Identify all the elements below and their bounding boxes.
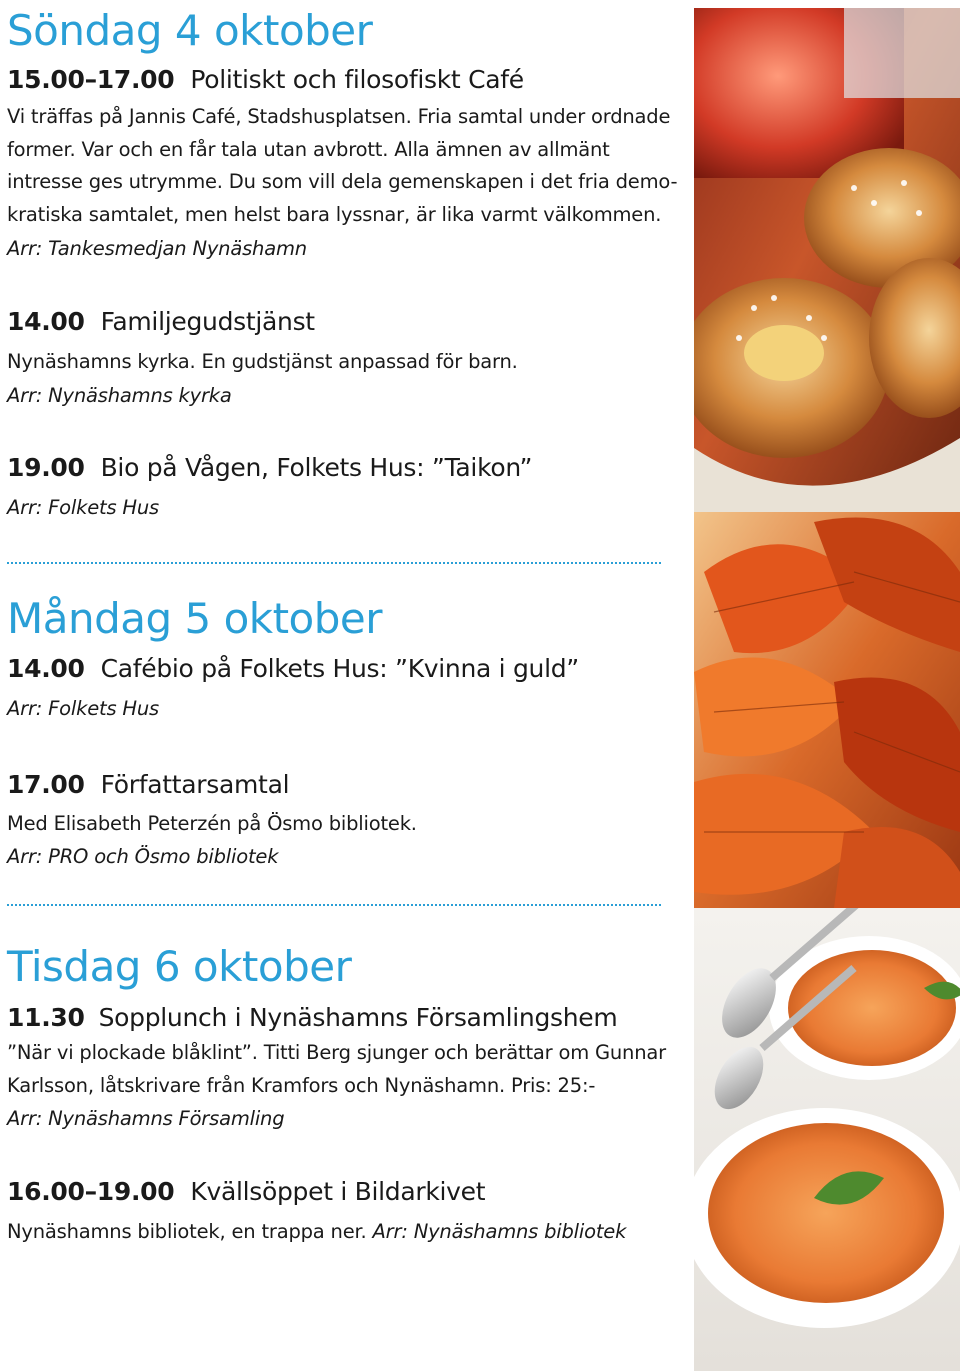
event-name: Kvällsöppet i Bildarkivet: [190, 1177, 486, 1206]
event-time: 19.00: [7, 453, 85, 482]
event-description-line: Nynäshamns kyrka. En gudstjänst anpassad för barn.: [7, 350, 518, 373]
event-time-title: [7, 656, 579, 681]
event-time-title: [7, 455, 532, 480]
day-title-tisdag: Tisdag 6 oktober: [7, 942, 352, 991]
event-time-title: [7, 67, 524, 92]
event-description-line: Vi träffas på Jannis Café, Stadshusplatsen. Fria samtal under ordnade: [7, 105, 671, 128]
event-description-text: Nynäshamns bibliotek, en trappa ner.: [7, 1220, 367, 1243]
section-divider: [7, 562, 661, 564]
day-title-sondag: Söndag 4 oktober: [7, 6, 373, 55]
event-description-line: [7, 1216, 626, 1249]
event-description-line: Karlsson, låtskrivare från Kramfors och Nynäshamn. Pris: 25:-: [7, 1074, 596, 1097]
event-description-line: Med Elisabeth Peterzén på Ösmo bibliotek.: [7, 812, 417, 835]
event-time: 14.00: [7, 307, 85, 336]
event-name: Sopplunch i Nynäshamns Församlingshem: [98, 1003, 618, 1032]
event-description-line: former. Var och en får tala utan avbrott. Alla ämnen av allmänt: [7, 138, 610, 161]
event-organizer: Arr: Nynäshamns kyrka: [7, 384, 232, 407]
event-description-line: intresse ges utrymme. Du som vill dela gemenskapen i det fria demo-: [7, 170, 678, 193]
event-name: Familjegudstjänst: [100, 307, 315, 336]
event-time-title: [7, 309, 315, 334]
event-time: 11.30: [7, 1003, 85, 1032]
event-organizer: Arr: Nynäshamns bibliotek: [372, 1220, 627, 1243]
event-time: 14.00: [7, 654, 85, 683]
event-name: Bio på Vågen, Folkets Hus: ”Taikon”: [100, 453, 533, 482]
event-time: 16.00–19.00: [7, 1177, 175, 1206]
section-divider: [7, 904, 661, 906]
event-time: 15.00–17.00: [7, 65, 175, 94]
soup-bowls-photo: [694, 908, 960, 1371]
event-time-title: [7, 772, 289, 797]
event-organizer: Arr: Nynäshamns Församling: [7, 1107, 285, 1130]
event-name: Författarsamtal: [100, 770, 290, 799]
event-name: Cafébio på Folkets Hus: ”Kvinna i guld”: [100, 654, 579, 683]
event-time: 17.00: [7, 770, 85, 799]
autumn-leaves-photo: [694, 512, 960, 908]
event-organizer: Arr: Folkets Hus: [7, 697, 159, 720]
event-time-title: [7, 1005, 617, 1030]
event-organizer: Arr: Tankesmedjan Nynäshamn: [7, 237, 307, 260]
event-name: Politiskt och filosofiskt Café: [190, 65, 524, 94]
event-description-line: kratiska samtalet, men helst bara lyssnar, är lika varmt välkommen.: [7, 203, 662, 226]
event-organizer: Arr: PRO och Ösmo bibliotek: [7, 845, 279, 868]
day-title-mandag: Måndag 5 oktober: [7, 594, 383, 643]
event-description-line: ”När vi plockade blåklint”. Titti Berg sjunger och berättar om Gunnar: [7, 1041, 666, 1064]
cinnamon-buns-photo: [694, 8, 960, 512]
event-organizer: Arr: Folkets Hus: [7, 496, 159, 519]
event-time-title: [7, 1179, 485, 1204]
